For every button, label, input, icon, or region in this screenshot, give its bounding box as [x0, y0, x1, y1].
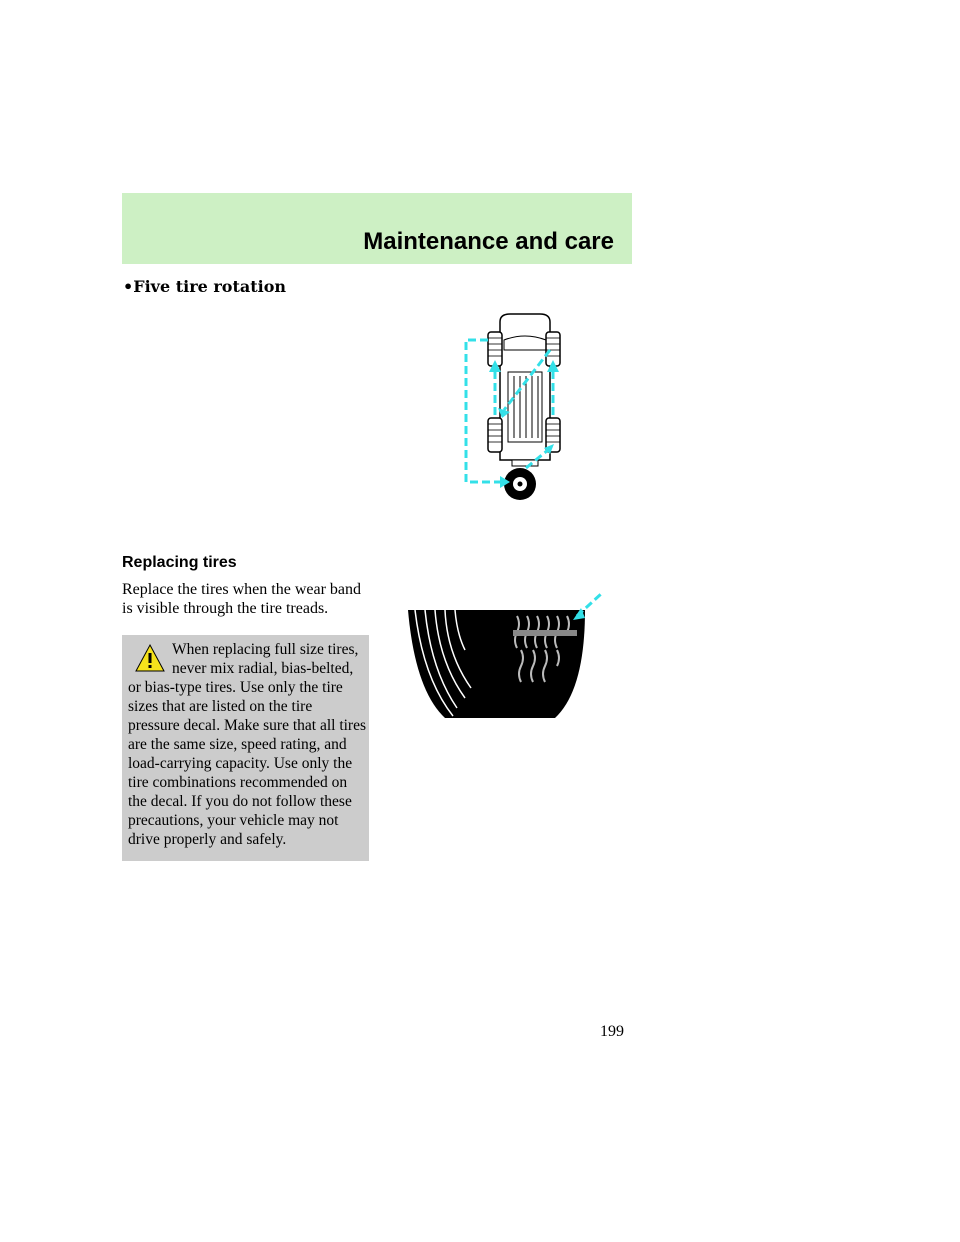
- page-number: 199: [600, 1023, 624, 1040]
- spare-tire-center: [518, 482, 523, 487]
- icon-spacer: [128, 640, 172, 674]
- wear-band: [513, 630, 577, 636]
- section-title: Maintenance and care: [363, 228, 614, 255]
- warning-text: When replacing full size tires, never mix radial, bias-belted, or bias-type tires. Use only the tire sizes that are listed on the tire pressure decal. Make sure that all tires are the same size, speed rating, and load-carrying capacity. Use only the tire combinations recommended on the decal. If you do not follow these precautions, your vehicle may not drive properly and safely.: [128, 641, 367, 848]
- rear-bumper: [512, 460, 538, 466]
- tire-wear-band-illustration: [405, 590, 625, 730]
- warning-box: [122, 635, 369, 861]
- section-heading: Replacing tires: [122, 554, 237, 571]
- rotation-label: Five tire rotation: [133, 277, 286, 296]
- bullet-mark: •: [123, 277, 134, 296]
- section-header-band: [122, 193, 632, 264]
- section-body-text: Replace the tires when the wear band is visible through the tire treads.: [122, 581, 362, 617]
- five-tire-rotation-diagram: [440, 310, 590, 510]
- rotation-bullet-item: [123, 277, 286, 296]
- tire-rear-left: [488, 418, 502, 452]
